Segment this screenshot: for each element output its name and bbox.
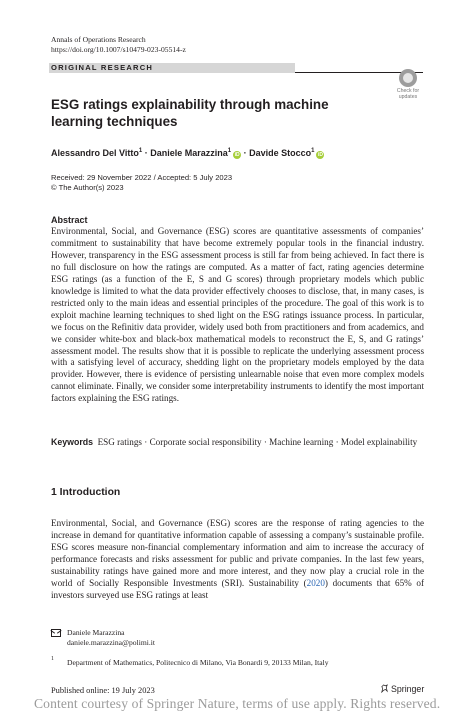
introduction-text: Environmental, Social, and Governance (ESG) scores are the response of rating agencies to the increase in demand for quantitative information capable of assessing a company’s sustainable profile. ESG scores measure non-financial complementary information and aim to increase the accuracy of performance forecasts and risks assessment for public and private companies. In the last few years, sustainability ratings have gained more and more interest, and they now play a crucial role in the world of Socially Responsible Investments (SRI). Sustainability (2020) documents that 65% of investors surveyed use ESG ratings at least — [51, 518, 424, 600]
author-affiliation-ref: 1 — [138, 148, 143, 154]
update-icon — [399, 69, 417, 87]
courtesy-notice: Content courtesy of Springer Nature, terms of use apply. Rights reserved. — [34, 696, 441, 711]
corresponding-author: Daniele Marazzina — [67, 628, 125, 637]
affiliation-text: Department of Mathematics, Politecnico di Milano, Via Bonardi 9, 20133 Milan, Italy — [67, 658, 329, 667]
received-accepted-dates: Received: 29 November 2022 / Accepted: 5 July 2023 — [51, 173, 233, 182]
author-name[interactable]: Alessandro Del Vitto — [51, 148, 139, 158]
section-label: ORIGINAL RESEARCH — [51, 63, 154, 72]
orcid-icon[interactable]: iD — [234, 152, 240, 158]
springer-horse-icon — [380, 684, 389, 693]
abstract-heading: Abstract — [51, 215, 88, 225]
publisher-name: Springer — [391, 684, 425, 694]
journal-name: Annals of Operations Research — [51, 35, 146, 44]
affiliation-number: 1 — [51, 656, 54, 662]
keywords-block — [51, 436, 424, 448]
citation-link[interactable]: 2020 — [306, 577, 325, 588]
abstract-text: Environmental, Social, and Governance (ESG) scores are quantitative assessments of companies’ commitment to sustainability that have become extremely popular tools in the financial industry. However, transparency in the ESG assessment process is still far from being achieved. In fact there is no full disclosure on how the ratings are computed. As a matter of fact, rating agencies determine ESG ratings (as a function of the E, S and G scores) through proprietary models which public knowledge is limited to what the data provider effectively chooses to disclose, that, in many cases, is restricted only to the main ideas and essential principles of the procedure. The goal of this work is to exploit machine learning techniques to shed light on the ESG ratings issuance process. In particular, we focus on the Refinitiv data provider, widely used both from practitioners and from academics, and we consider white-box and black-box mathematical models to reconstruct the E, S, and G ratings’ assessment model. The results show that it is possible to replicate the underlying assessment process with a satisfying level of accuracy, shedding light on the proprietary models employed by the data provider. However, there is evidence of persisting unlearnable noise that even more complex models cannot eliminate. Finally, we consider some interpretability instruments to identify the most important factors explaining the ESG ratings. — [51, 226, 424, 404]
copyright-line: © The Author(s) 2023 — [51, 183, 124, 192]
contact-email[interactable]: daniele.marazzina@polimi.it — [67, 638, 155, 647]
doi-link[interactable]: https://doi.org/10.1007/s10479-023-05514-z — [51, 45, 186, 54]
keywords-label: Keywords — [51, 437, 94, 447]
check-updates-text: Check for updates — [396, 88, 420, 100]
section-heading-introduction: 1 Introduction — [51, 487, 121, 498]
author-name[interactable]: Daniele Marazzina — [150, 148, 228, 158]
envelope-icon — [51, 629, 61, 637]
orcid-icon[interactable]: iD — [317, 152, 323, 158]
author-affiliation-ref: 1 — [311, 148, 315, 154]
author-separator: · — [241, 148, 250, 158]
published-online-date: Published online: 19 July 2023 — [51, 686, 155, 695]
check-for-updates-badge[interactable] — [392, 69, 424, 103]
author-list — [51, 147, 324, 159]
publisher-logo — [380, 684, 424, 695]
article-title: ESG ratings explainability through machine learning techniques — [51, 97, 329, 129]
author-separator: · — [142, 148, 151, 158]
keywords-list: ESG ratings · Corporate social responsibility · Machine learning · Model explainability — [97, 437, 418, 447]
author-name[interactable]: Davide Stocco — [249, 148, 312, 158]
author-affiliation-ref: 1 — [227, 148, 232, 154]
